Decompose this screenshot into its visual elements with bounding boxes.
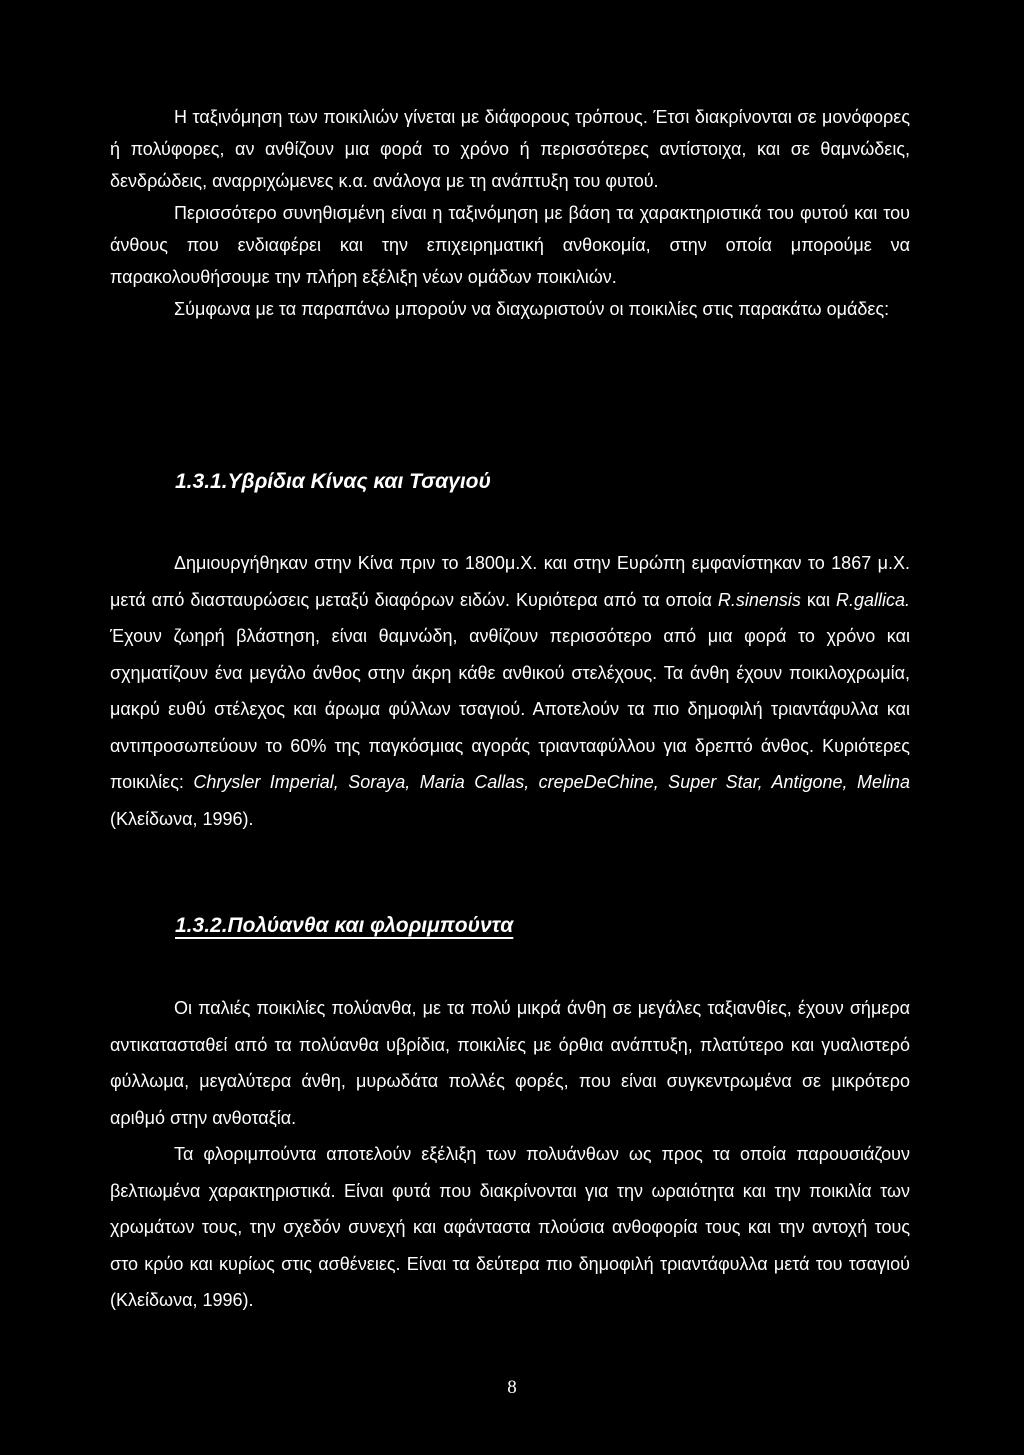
section-heading-1-3-1: 1.3.1.Υβρίδια Κίνας και Τσαγιού [175, 470, 491, 493]
section-2-paragraph-2: Τα φλοριμπούντα αποτελούν εξέλιξη των πολυάνθων ως προς τα οποία παρουσιάζουν βελτιωμένα χαρακτηριστικά. Είναι φυτά που διακρίνονται για την ωραιότητα και την ποικιλία των χρωμάτων τους, την σχεδόν συνεχή και αφάνταστα πλούσια ανθοφορία τους και την αντοχή τους στο κρύο και κυρίως στις ασθένειες. Είναι τα δεύτερα πιο δημοφιλή τριαντάφυλλα μετά του τσαγιού (Κλείδωνα, 1996). [110, 1144, 910, 1310]
section-2-body [110, 990, 910, 1319]
intro-paragraph-3: Σύμφωνα με τα παραπάνω μπορούν να διαχωριστούν οι ποικιλίες στις παρακάτω ομάδες: [174, 299, 890, 319]
intro-paragraph-1: Η ταξινόμηση των ποικιλιών γίνεται με διάφορους τρόπους. Έτσι διακρίνονται σε μονόφορες ή πολύφορες, αν ανθίζουν μια φορά το χρόνο ή περισσότερες αντίστοιχα, και σε θαμνώδεις, δενδρώδεις, αναρριχώμενες κ.α. ανάλογα με τη ανάπτυξη του φυτού. [110, 107, 910, 191]
section-heading-1-3-2: 1.3.2.Πολύανθα και φλοριμπούντα [175, 914, 514, 937]
section-1-paragraph [110, 545, 910, 837]
section-1-body [110, 545, 910, 837]
intro-block [110, 101, 910, 325]
section-1-citation: (Κλείδωνα, 1996). [110, 808, 254, 829]
species-gallica: R.gallica. [835, 589, 911, 610]
section-2-paragraph-1: Οι παλιές ποικιλίες πολύανθα, με τα πολύ μικρά άνθη σε μεγάλες ταξιανθίες, έχουν σήμερα αντικατασταθεί από τα πολύανθα υβρίδια, ποικιλίες με όρθια ανάπτυξη, πλατύτερο και γυαλιστερό φύλλωμα, μεγαλύτερα άνθη, μυρωδάτα πολλές φορές, που είναι συγκεντρωμένα σε μικρότερο αριθμό στην ανθοταξία. [110, 998, 910, 1128]
page-number: 8 [507, 1377, 517, 1398]
intro-paragraph-2: Περισσότερο συνηθισμένη είναι η ταξινόμηση με βάση τα χαρακτηριστικά του φυτού και του άνθους που ενδιαφέρει και την επιχειρηματική ανθοκομία, στην οποία μπορούμε να παρακολουθήσουμε την πλήρη εξέλιξη νέων ομάδων ποικιλιών. [110, 203, 910, 287]
section-1-text-c: Έχουν ζωηρή βλάστηση, είναι θαμνώδη, ανθίζουν περισσότερο από μια φορά το χρόνο και σχηματίζουν ένα μεγάλο άνθος στην άκρη κάθε ανθικού στελέχους. Τα άνθη έχουν ποικιλοχρωμία, μακρύ ευθύ στέλεχος και άρωμα φύλλων τσαγιού. Αποτελούν τα πιο δημοφιλή τριαντάφυλλα και αντιπροσωπεύουν το 60% της παγκόσμιας αγοράς τριανταφύλλου για δρεπτό άνθος. Κυριότερες ποικιλίες: [110, 626, 910, 792]
section-1-text-b: και [800, 589, 836, 610]
section-1-text-a: Δημιουργήθηκαν στην Κίνα πριν το 1800μ.Χ. και στην Ευρώπη εμφανίστηκαν το 1867 μ.Χ. μετά από διασταυρώσεις μεταξύ διαφόρων ειδών. Κυριότερα από τα οποία [110, 553, 910, 610]
species-sinensis: R.sinensis [717, 589, 801, 610]
variety-list: Chrysler Imperial, Soraya, Maria Callas, crepeDeChine, Super Star, Antigone, Melina [193, 772, 910, 792]
